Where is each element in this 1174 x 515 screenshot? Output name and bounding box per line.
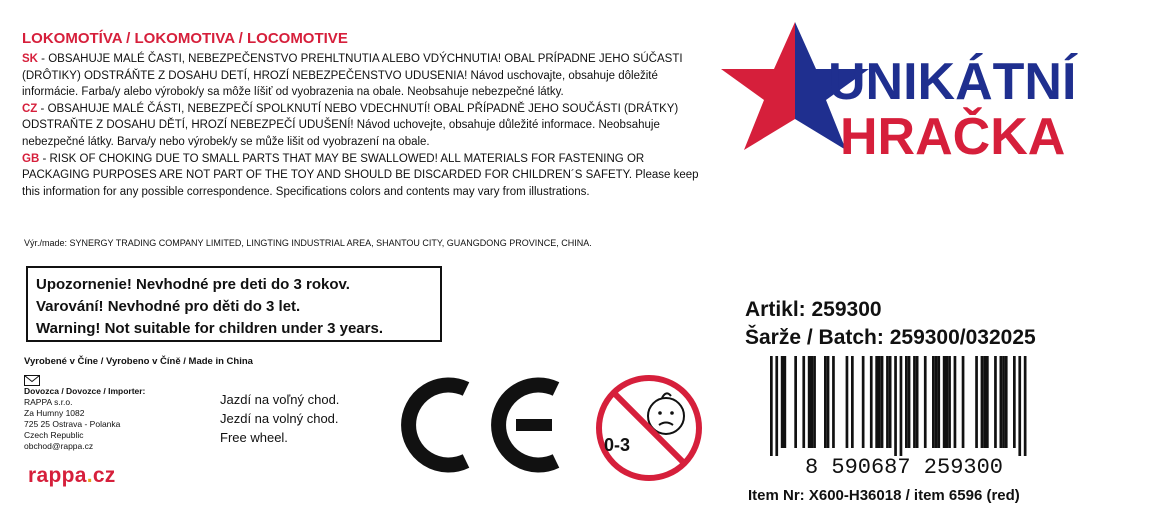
age-warning-sk: Upozornenie! Nevhodné pre deti do 3 rokov. xyxy=(36,276,350,293)
barcode-bar xyxy=(870,356,873,448)
item-number: Item Nr: X600-H36018 / item 6596 (red) xyxy=(748,487,1020,504)
importer-street: Za Humny 1082 xyxy=(24,408,85,418)
barcode-bar xyxy=(916,356,919,448)
barcode-bar xyxy=(1013,356,1016,448)
barcode-bar xyxy=(1005,356,1008,448)
barcode-bar xyxy=(975,356,978,448)
barcode-bar xyxy=(781,356,784,448)
barcode-bar xyxy=(983,356,986,448)
barcode-bar xyxy=(824,356,827,448)
barcode-bar xyxy=(954,356,957,448)
lang-code-gb: GB xyxy=(22,152,40,165)
age-warning-en: Warning! Not suitable for children under 3 years. xyxy=(36,320,383,337)
barcode-bar xyxy=(900,356,903,456)
manufacturer-line: Výr./made: SYNERGY TRADING COMPANY LIMITED, LINGTING INDUSTRIAL AREA, SHANTOU CITY, GUANGDONG PROVINCE, CHINA. xyxy=(24,238,592,248)
free-wheel-en: Free wheel. xyxy=(220,430,288,445)
importer-block xyxy=(24,386,145,452)
barcode-bar xyxy=(846,356,849,448)
age-0-3-warning-icon xyxy=(594,373,704,483)
barcode-bar xyxy=(862,356,865,448)
importer-company: RAPPA s.r.o. xyxy=(24,397,73,407)
barcode-bars xyxy=(770,356,1027,456)
barcode-bar xyxy=(894,356,897,456)
barcode-bar xyxy=(775,356,778,456)
barcode-bar xyxy=(1000,356,1003,448)
barcode-bar xyxy=(784,356,787,448)
importer-country: Czech Republic xyxy=(24,430,84,440)
barcode-bar xyxy=(905,356,908,448)
barcode-bar xyxy=(878,356,881,448)
barcode-bar xyxy=(875,356,878,448)
batch-number: Šarže / Batch: 259300/032025 xyxy=(745,326,1036,349)
logo-line-1: UNIKÁTNÍ xyxy=(828,53,1077,111)
importer-email: obchod@rappa.cz xyxy=(24,441,94,451)
barcode-bar xyxy=(1002,356,1005,448)
barcode-bar xyxy=(827,356,830,448)
website-link[interactable] xyxy=(28,464,116,488)
article-number: Artikl: 259300 xyxy=(745,298,882,321)
safety-warnings xyxy=(22,51,702,200)
free-wheel-cz: Jezdí na volný chod. xyxy=(220,411,339,426)
logo-line-2: HRAČKA xyxy=(840,108,1066,166)
barcode-bar xyxy=(770,356,773,456)
barcode-number: 8 590687 259300 xyxy=(804,455,1004,476)
barcode-bar xyxy=(851,356,854,448)
website-name: rappa xyxy=(28,464,87,487)
barcode-bar xyxy=(913,356,916,448)
website-tld: cz xyxy=(92,464,116,487)
free-wheel-info xyxy=(220,390,339,447)
age-warning-box xyxy=(26,266,442,342)
barcode-bar xyxy=(943,356,946,448)
barcode-bar xyxy=(1024,356,1027,456)
barcode-bar xyxy=(886,356,889,448)
barcode-bar xyxy=(937,356,940,448)
barcode-bar xyxy=(986,356,989,448)
warning-sk xyxy=(22,51,702,101)
product-title: LOKOMOTÍVA / LOKOMOTIVA / LOCOMOTIVE xyxy=(22,30,348,47)
warning-cz xyxy=(22,101,702,151)
warning-gb xyxy=(22,151,702,201)
barcode-bar xyxy=(794,356,797,448)
barcode-bar xyxy=(832,356,835,448)
age-range-label: 0-3 xyxy=(604,435,631,455)
barcode-bar xyxy=(932,356,935,448)
ean-barcode xyxy=(748,356,1060,476)
website-dot: . xyxy=(86,464,93,487)
barcode-bar xyxy=(946,356,949,448)
barcode-bar xyxy=(889,356,892,448)
age-warning-cz: Varování! Nevhodné pro děti do 3 let. xyxy=(36,298,301,315)
star-icon-red xyxy=(721,22,795,150)
barcode-bar xyxy=(881,356,884,448)
free-wheel-sk: Jazdí na voľný chod. xyxy=(220,392,340,407)
importer-heading: Dovozca / Dovozce / Importer: xyxy=(24,386,146,396)
envelope-icon xyxy=(24,375,40,386)
lang-code-sk: SK xyxy=(22,53,38,65)
barcode-bar xyxy=(994,356,997,448)
barcode-bar xyxy=(948,356,951,448)
barcode-bar xyxy=(908,356,911,448)
ce-mark-icon xyxy=(394,370,564,480)
unikatni-hracka-logo xyxy=(700,22,1120,172)
warning-text-sk: - OBSAHUJE MALÉ ČASTI, NEBEZPEČENSTVO PREHLTNUTIA ALEBO VDÝCHNUTIA! OBAL PRÍPADNE JEHO SÚČASTI (DRÔTIKY) ODSTRÁŇTE Z DOSAHU DETÍ, HROZÍ NEBEZPEČENSTVO UDUSENIA! Návod uschovajte, obsahuje dôležité informácie. Farba/y alebo výrobok/y sa môže líšiť od vyobrazenia na obale. Neobsahuje nebezpečné látky. xyxy=(22,53,683,99)
warning-text-cz: - OBSAHUJE MALÉ ČÁSTI, NEBEZPEČÍ SPOLKNUTÍ NEBO VDECHNUTÍ! OBAL PŘÍPADNĚ JEHO SOUČÁSTI (DRÁTKY) ODSTRAŇTE Z DOSAHU DĚTÍ, HROZÍ NEBEZPEČÍ UDUŠENÍ! Návod uchovejte, obsahuje důležité informace. Neobsahuje nebezpečné látky. Barva/y nebo výrobek/y se může lišit od vyobrazení na obale. xyxy=(22,102,679,148)
barcode-bar xyxy=(1018,356,1021,456)
barcode-bar xyxy=(813,356,816,448)
barcode-bar xyxy=(811,356,814,448)
barcode-bar xyxy=(808,356,811,448)
made-in-line: Vyrobené v Číne / Vyrobeno v Číně / Made in China xyxy=(24,356,253,367)
barcode-bar xyxy=(981,356,984,448)
barcode-bar xyxy=(962,356,965,448)
warning-text-gb: - RISK OF CHOKING DUE TO SMALL PARTS THAT MAY BE SWALLOWED! ALL MATERIALS FOR FASTENING OR PACKAGING PURPOSES ARE NOT PART OF THE TOY AND SHOULD BE DISCARDED FOR CHILDREN´S SAFETY. Please keep this information for any possible correspondence. Specifications colors and contents may vary from illustrations. xyxy=(22,152,699,198)
importer-city: 725 25 Ostrava - Polanka xyxy=(24,419,121,429)
barcode-bar xyxy=(935,356,938,448)
barcode-bar xyxy=(924,356,927,448)
lang-code-cz: CZ xyxy=(22,102,38,115)
barcode-bar xyxy=(802,356,805,448)
